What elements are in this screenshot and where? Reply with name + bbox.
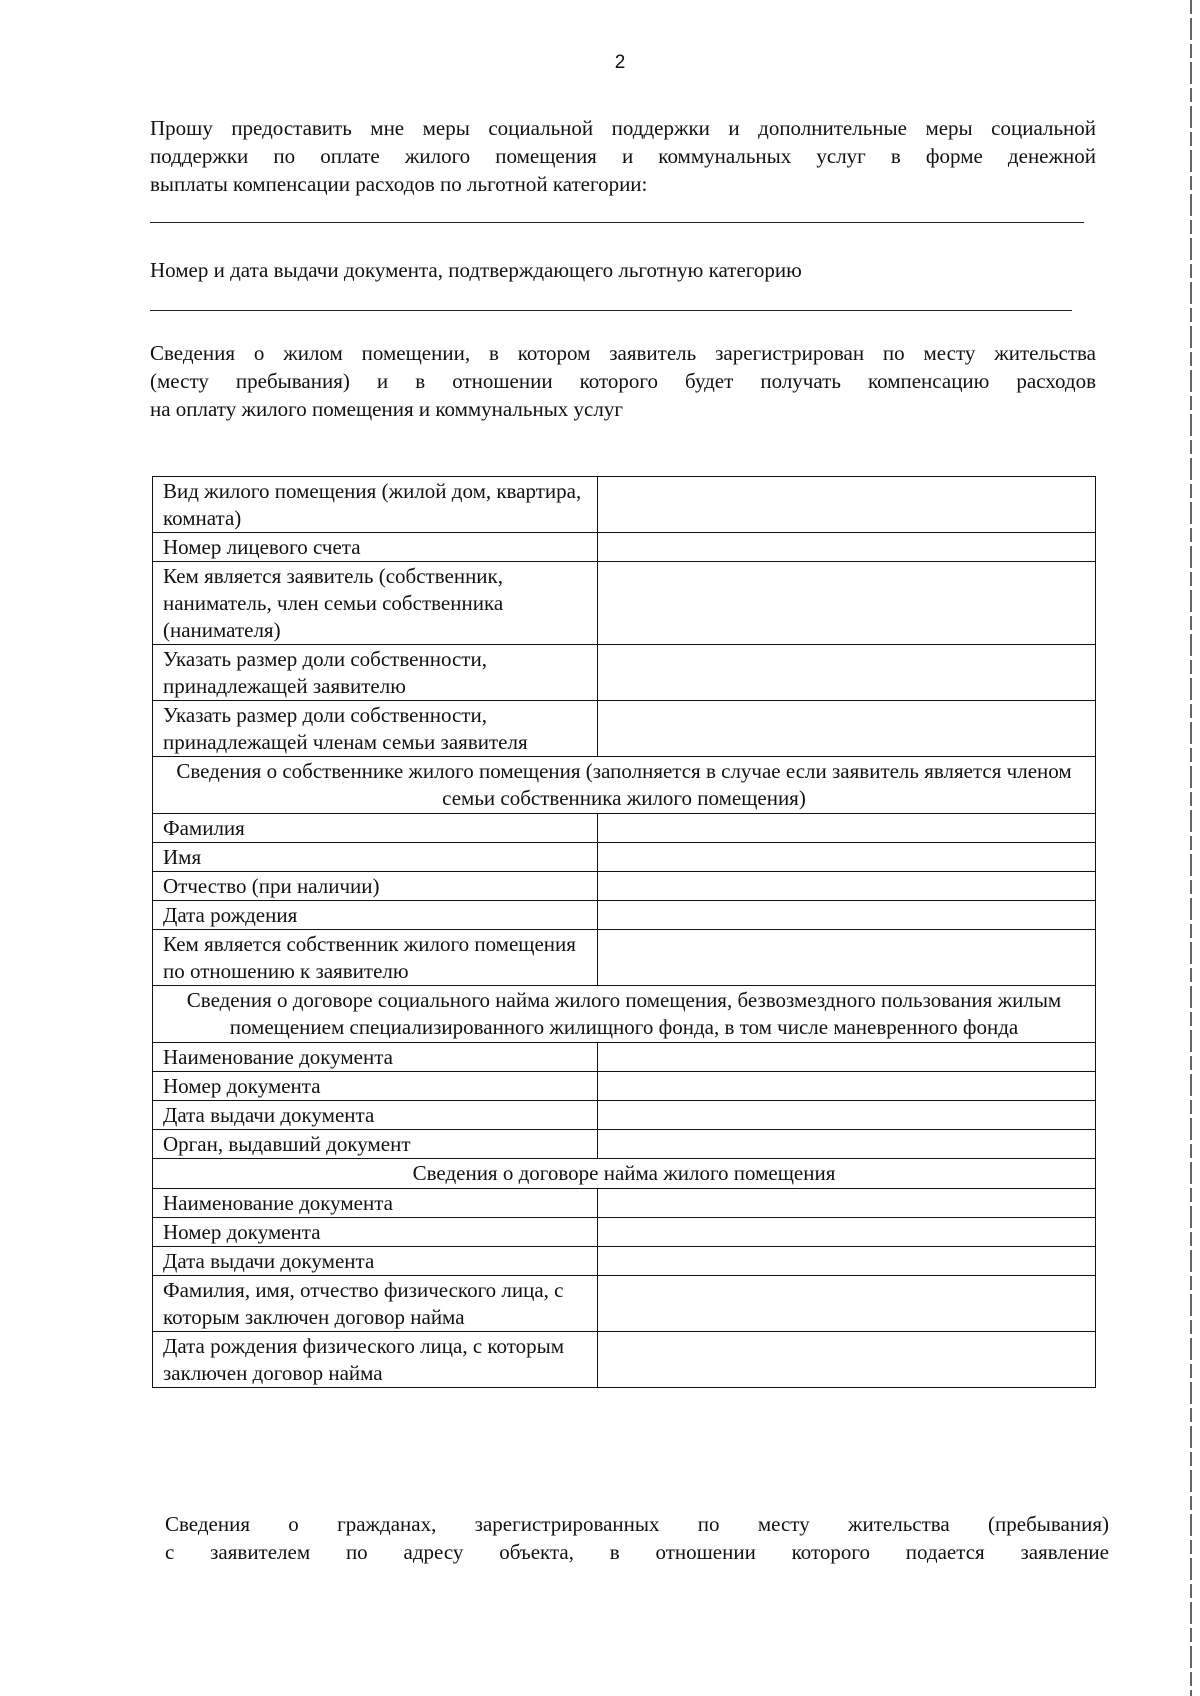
- value-cell[interactable]: [598, 814, 1096, 843]
- paragraph-line: выплаты компенсации расходов по льготной категории:: [150, 172, 648, 196]
- document-fill-line[interactable]: [150, 310, 1072, 311]
- value-cell[interactable]: [598, 843, 1096, 872]
- table-row: [153, 872, 1096, 901]
- table-row: [153, 1276, 1096, 1332]
- category-fill-line[interactable]: [150, 222, 1084, 223]
- value-cell[interactable]: [598, 872, 1096, 901]
- value-cell[interactable]: [598, 477, 1096, 533]
- social-contract-section-heading: Сведения о договоре социального найма жилого помещения, безвозмездного пользования жилым помещением специализированного жилищного фонда, в том числе маневренного фонда: [153, 986, 1096, 1043]
- value-cell[interactable]: [598, 1276, 1096, 1332]
- section-row: [153, 757, 1096, 814]
- section-row: [153, 1159, 1096, 1189]
- row-label: Дата выдачи документа: [153, 1247, 598, 1276]
- value-cell[interactable]: [598, 562, 1096, 645]
- paragraph-line: Сведения о гражданах, зарегистрированных по месту жительства (пребывания): [165, 1512, 1109, 1536]
- table-row: [153, 1332, 1096, 1388]
- row-label: Номер документа: [153, 1218, 598, 1247]
- table-row: [153, 901, 1096, 930]
- row-label: Орган, выдавший документ: [153, 1130, 598, 1159]
- table-row: [153, 562, 1096, 645]
- value-cell[interactable]: [598, 1101, 1096, 1130]
- table-row: [153, 533, 1096, 562]
- row-label: Дата рождения физического лица, с которым заключен договор найма: [153, 1332, 598, 1388]
- value-cell[interactable]: [598, 1332, 1096, 1388]
- value-cell[interactable]: [598, 701, 1096, 757]
- value-cell[interactable]: [598, 1218, 1096, 1247]
- table-row: [153, 930, 1096, 986]
- value-cell[interactable]: [598, 1130, 1096, 1159]
- value-cell[interactable]: [598, 930, 1096, 986]
- row-label: Кем является заявитель (собственник, наниматель, член семьи собственника (нанимателя): [153, 562, 598, 645]
- table-row: [153, 1130, 1096, 1159]
- row-label: Номер документа: [153, 1072, 598, 1101]
- scan-edge-mark: [1190, 0, 1192, 1696]
- document-line-label: Номер и дата выдачи документа, подтверждающего льготную категорию: [150, 258, 802, 282]
- row-label: Кем является собственник жилого помещения по отношению к заявителю: [153, 930, 598, 986]
- table-row: [153, 843, 1096, 872]
- table-row: [153, 1218, 1096, 1247]
- premises-paragraph: [150, 339, 1096, 423]
- value-cell[interactable]: [598, 1072, 1096, 1101]
- value-cell[interactable]: [598, 1247, 1096, 1276]
- section-row: [153, 986, 1096, 1043]
- row-label: Наименование документа: [153, 1043, 598, 1072]
- table-row: [153, 1189, 1096, 1218]
- table-row: [153, 1043, 1096, 1072]
- value-cell[interactable]: [598, 901, 1096, 930]
- paragraph-line: поддержки по оплате жилого помещения и коммунальных услуг в форме денежной: [150, 144, 1096, 168]
- table-row: [153, 1247, 1096, 1276]
- value-cell[interactable]: [598, 645, 1096, 701]
- paragraph-line: (месту пребывания) и в отношении которого будет получать компенсацию расходов: [150, 369, 1096, 393]
- row-label: Отчество (при наличии): [153, 872, 598, 901]
- row-label: Вид жилого помещения (жилой дом, квартира, комната): [153, 477, 598, 533]
- premises-info-table: [152, 476, 1096, 1388]
- table-row: [153, 1101, 1096, 1130]
- owner-section-heading: Сведения о собственнике жилого помещения (заполняется в случае если заявитель является членом семьи собственника жилого помещения): [153, 757, 1096, 814]
- paragraph-line: Прошу предоставить мне меры социальной поддержки и дополнительные меры социальной: [150, 116, 1096, 140]
- table-row: [153, 814, 1096, 843]
- row-label: Имя: [153, 843, 598, 872]
- table-row: [153, 645, 1096, 701]
- paragraph-line: Сведения о жилом помещении, в котором заявитель зарегистрирован по месту жительства: [150, 341, 1096, 365]
- row-label: Дата рождения: [153, 901, 598, 930]
- citizens-paragraph: [165, 1510, 1109, 1566]
- paragraph-line: на оплату жилого помещения и коммунальных услуг: [150, 397, 623, 421]
- row-label: Указать размер доли собственности, принадлежащей заявителю: [153, 645, 598, 701]
- value-cell[interactable]: [598, 1189, 1096, 1218]
- row-label: Фамилия, имя, отчество физического лица, с которым заключен договор найма: [153, 1276, 598, 1332]
- paragraph-line: с заявителем по адресу объекта, в отношении которого подается заявление: [165, 1540, 1109, 1564]
- request-paragraph: [150, 114, 1096, 198]
- row-label: Фамилия: [153, 814, 598, 843]
- page-number: 2: [614, 52, 626, 73]
- table-row: [153, 1072, 1096, 1101]
- table-row: [153, 477, 1096, 533]
- row-label: Наименование документа: [153, 1189, 598, 1218]
- row-label: Номер лицевого счета: [153, 533, 598, 562]
- value-cell[interactable]: [598, 533, 1096, 562]
- row-label: Указать размер доли собственности, принадлежащей членам семьи заявителя: [153, 701, 598, 757]
- table-row: [153, 701, 1096, 757]
- value-cell[interactable]: [598, 1043, 1096, 1072]
- row-label: Дата выдачи документа: [153, 1101, 598, 1130]
- rent-contract-section-heading: Сведения о договоре найма жилого помещения: [153, 1159, 1096, 1189]
